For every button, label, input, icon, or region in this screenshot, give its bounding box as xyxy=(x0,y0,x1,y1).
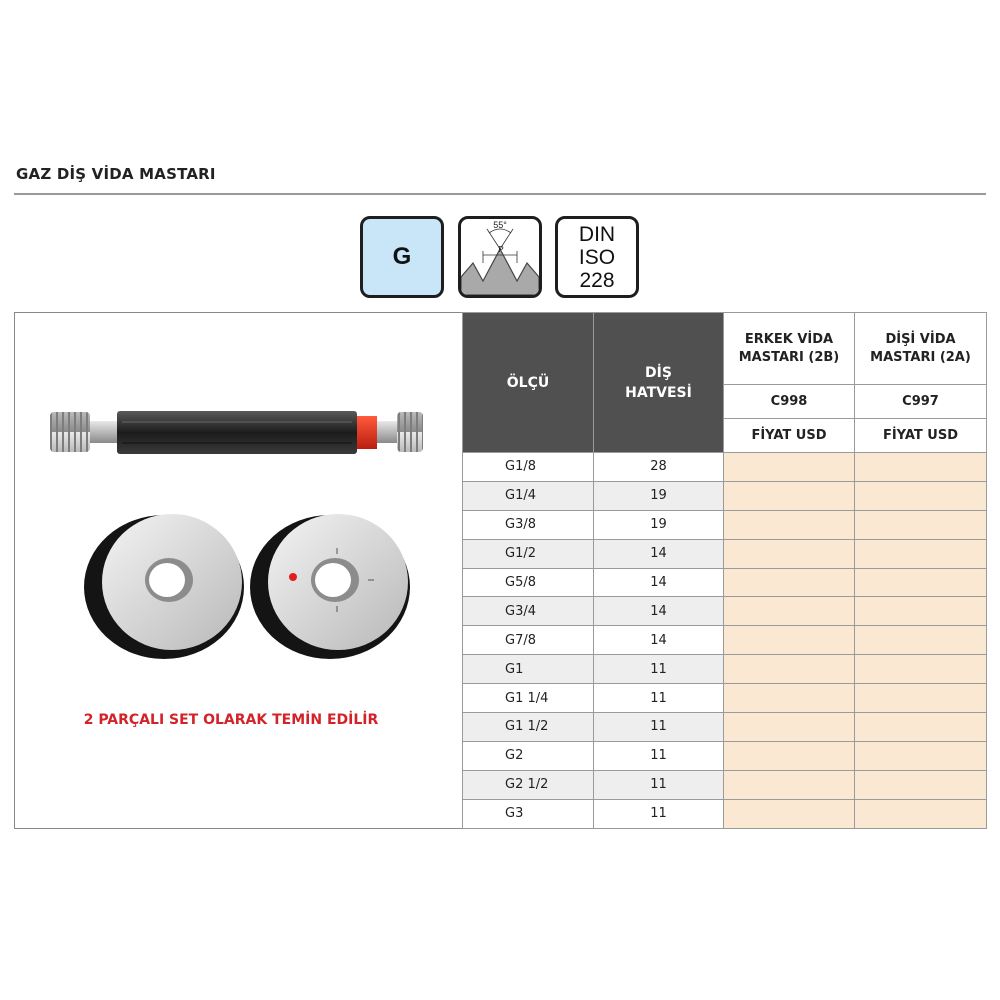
size-cell: G1 1/4 xyxy=(463,684,594,713)
male-price-cell xyxy=(724,684,855,713)
gauge-illustration xyxy=(14,312,462,712)
male-price-cell xyxy=(724,741,855,770)
table-row xyxy=(463,481,987,510)
ring-gauge-nogo xyxy=(250,514,410,659)
pitch-cell: 14 xyxy=(594,597,724,626)
ring-gauge-go xyxy=(84,514,244,659)
table-row xyxy=(463,741,987,770)
pitch-cell: 28 xyxy=(594,453,724,482)
size-cell: G2 xyxy=(463,741,594,770)
female-price-header: FİYAT USD xyxy=(855,419,987,453)
female-price-cell xyxy=(855,655,987,684)
table-row xyxy=(463,684,987,713)
pitch-cell: 19 xyxy=(594,510,724,539)
size-cell: G5/8 xyxy=(463,568,594,597)
size-cell: G3/8 xyxy=(463,510,594,539)
size-cell: G3/4 xyxy=(463,597,594,626)
pitch-cell: 11 xyxy=(594,770,724,799)
size-cell: G2 1/2 xyxy=(463,770,594,799)
table-row xyxy=(463,799,987,828)
female-price-cell xyxy=(855,597,987,626)
male-price-cell xyxy=(724,799,855,828)
thread-profile-icon xyxy=(461,219,539,295)
size-cell: G1/2 xyxy=(463,539,594,568)
plug-gauge xyxy=(50,411,423,454)
pitch-cell: 14 xyxy=(594,568,724,597)
table-row xyxy=(463,539,987,568)
female-price-cell xyxy=(855,799,987,828)
female-price-cell xyxy=(855,713,987,742)
male-price-cell xyxy=(724,597,855,626)
standard-line-1: DIN xyxy=(578,222,616,246)
male-price-header: FİYAT USD xyxy=(724,419,855,453)
product-photo xyxy=(14,312,462,829)
pitch-cell: 11 xyxy=(594,713,724,742)
standard-line-3: 228 xyxy=(579,268,615,292)
male-price-cell xyxy=(724,481,855,510)
male-gauge-header: ERKEK VİDA MASTARI (2B) xyxy=(724,313,855,385)
pitch-cell: 19 xyxy=(594,481,724,510)
male-price-cell xyxy=(724,510,855,539)
size-cell: G1 xyxy=(463,655,594,684)
female-gauge-code: C997 xyxy=(855,385,987,419)
table-row xyxy=(463,510,987,539)
female-price-cell xyxy=(855,481,987,510)
female-gauge-header: DİŞİ VİDA MASTARI (2A) xyxy=(855,313,987,385)
female-price-cell xyxy=(855,626,987,655)
pitch-cell: 11 xyxy=(594,799,724,828)
page-title: GAZ DİŞ VİDA MASTARI xyxy=(16,165,216,183)
standard-line-2: ISO xyxy=(578,245,616,269)
female-price-cell xyxy=(855,539,987,568)
pitch-cell: 11 xyxy=(594,655,724,684)
gauge-spec-table xyxy=(462,312,987,829)
table-row xyxy=(463,453,987,482)
female-price-cell xyxy=(855,741,987,770)
female-price-cell xyxy=(855,770,987,799)
table-row xyxy=(463,770,987,799)
female-price-cell xyxy=(855,568,987,597)
male-price-cell xyxy=(724,655,855,684)
table-row xyxy=(463,568,987,597)
size-cell: G1 1/2 xyxy=(463,713,594,742)
size-cell: G1/4 xyxy=(463,481,594,510)
table-row xyxy=(463,713,987,742)
male-price-cell xyxy=(724,626,855,655)
female-price-cell xyxy=(855,510,987,539)
table-row xyxy=(463,597,987,626)
title-divider xyxy=(14,193,986,195)
male-price-cell xyxy=(724,453,855,482)
size-cell: G7/8 xyxy=(463,626,594,655)
male-price-cell xyxy=(724,713,855,742)
thread-profile-label: G xyxy=(392,243,412,270)
male-price-cell xyxy=(724,539,855,568)
table-row xyxy=(463,626,987,655)
male-price-cell xyxy=(724,770,855,799)
pitch-cell: 11 xyxy=(594,684,724,713)
male-gauge-code: C998 xyxy=(724,385,855,419)
size-cell: G3 xyxy=(463,799,594,828)
thread-pitch-label: P xyxy=(498,245,504,254)
male-price-cell xyxy=(724,568,855,597)
standard-badge xyxy=(555,216,639,298)
size-cell: G1/8 xyxy=(463,453,594,482)
table-row xyxy=(463,655,987,684)
thread-angle-label: 55° xyxy=(493,220,507,230)
female-price-cell xyxy=(855,684,987,713)
female-price-cell xyxy=(855,453,987,482)
set-supply-note: 2 PARÇALI SET OLARAK TEMİN EDİLİR xyxy=(83,712,379,728)
pitch-cell: 11 xyxy=(594,741,724,770)
pitch-cell: 14 xyxy=(594,539,724,568)
pitch-column-header: DİŞ HATVESİ xyxy=(594,313,724,453)
size-column-header: ÖLÇÜ xyxy=(463,313,594,453)
pitch-cell: 14 xyxy=(594,626,724,655)
thread-angle-badge xyxy=(458,216,542,298)
thread-profile-badge xyxy=(360,216,444,298)
